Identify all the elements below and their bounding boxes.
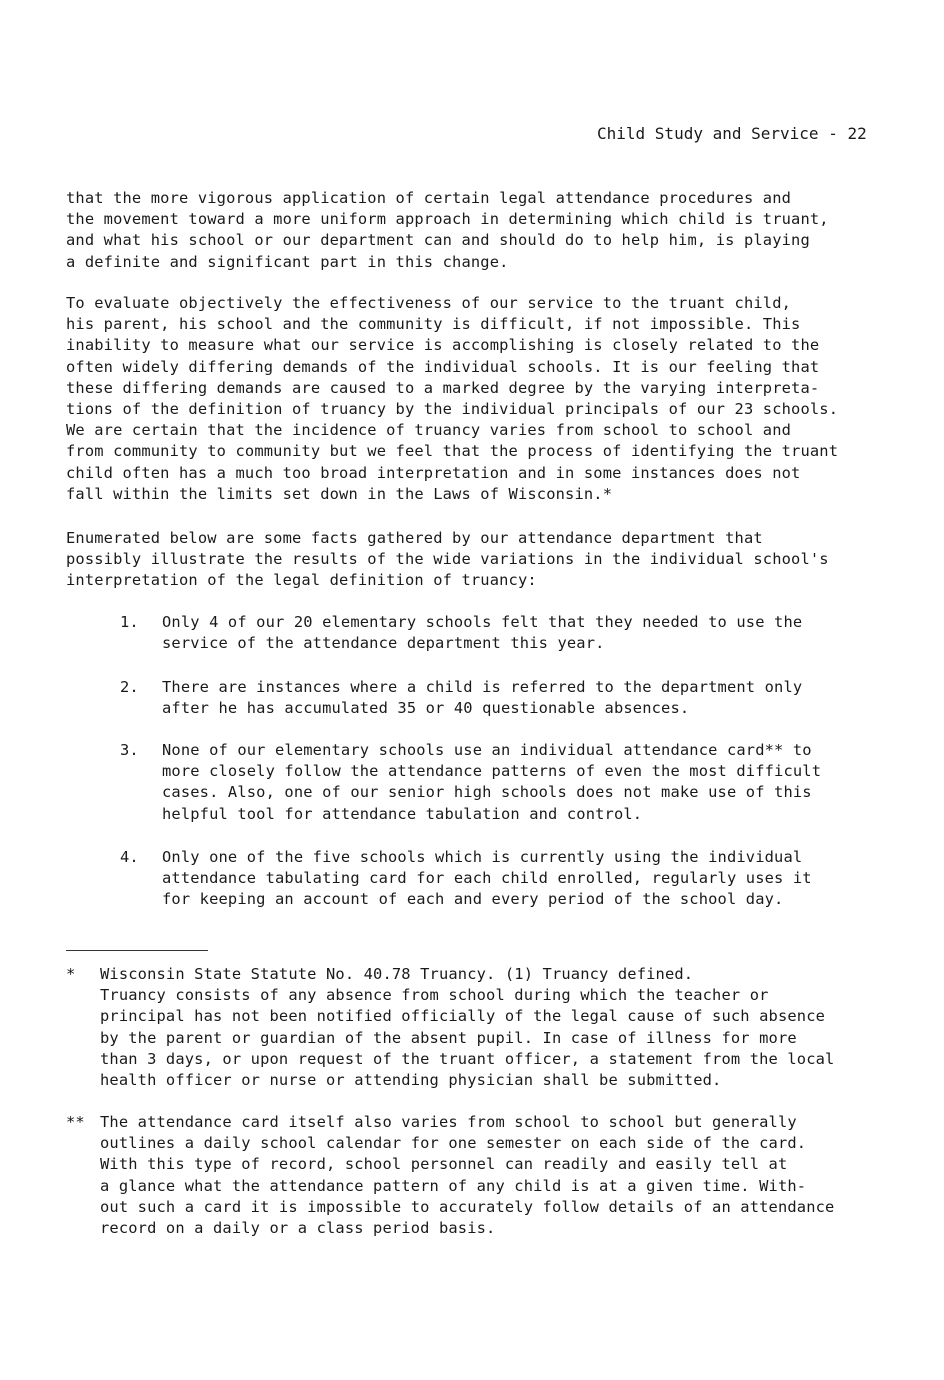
footnote-mark: * <box>66 965 76 983</box>
text-line: more closely follow the attendance patterns of even the most difficult <box>162 762 822 781</box>
text-line: None of our elementary schools use an individual attendance card** to <box>162 741 812 759</box>
text-line: With this type of record, school personnel can readily and easily tell at <box>100 1155 788 1174</box>
text-line: than 3 days, or upon request of the truant officer, a statement from the local <box>100 1049 835 1068</box>
text-line: Enumerated below are some facts gathered by our attendance department that <box>66 529 763 547</box>
text-line: The attendance card itself also varies from school to school but generally <box>100 1113 797 1131</box>
text-line: from community to community but we feel that the process of identifying the truant <box>66 442 839 461</box>
list-item-text <box>162 612 802 654</box>
text-line: helpful tool for attendance tabulation and control. <box>162 804 643 823</box>
text-line: out such a card it is impossible to accurately follow details of an attendance <box>100 1197 835 1216</box>
paragraph-1 <box>66 188 829 273</box>
footnote-mark: ** <box>66 1113 85 1131</box>
text-line: by the parent or guardian of the absent pupil. In case of illness for more <box>100 1028 797 1047</box>
list-item-text <box>162 677 802 719</box>
text-line: inability to measure what our service is accomplishing is closely related to the <box>66 336 820 355</box>
text-line: Truancy consists of any absence from school during which the teacher or <box>100 986 769 1005</box>
text-line: child often has a much too broad interpretation and in some instances does not <box>66 463 801 482</box>
text-line: Only 4 of our 20 elementary schools felt that they needed to use the <box>162 613 803 631</box>
text-line: often widely differing demands of the individual schools. It is our feeling that <box>66 357 820 376</box>
list-number: 4. <box>120 848 139 866</box>
text-line: tions of the definition of truancy by the individual principals of our 23 schools. <box>66 400 839 419</box>
text-line: health officer or nurse or attending physician shall be submitted. <box>100 1071 722 1090</box>
text-line: attendance tabulating card for each child enrolled, regularly uses it <box>162 869 812 888</box>
list-number: 2. <box>120 678 139 696</box>
text-line: service of the attendance department this year. <box>162 634 605 653</box>
text-line: principal has not been notified officially of the legal cause of such absence <box>100 1007 826 1026</box>
text-line: There are instances where a child is referred to the department only <box>162 678 803 696</box>
paragraph-2 <box>66 293 838 505</box>
text-line: for keeping an account of each and every period of the school day. <box>162 890 784 909</box>
text-line: interpretation of the legal definition of truancy: <box>66 571 537 590</box>
text-line: a definite and significant part in this change. <box>66 252 509 271</box>
text-line: possibly illustrate the results of the wide variations in the individual school's <box>66 550 829 569</box>
footnote-text <box>100 1112 834 1239</box>
text-line: his parent, his school and the community is difficult, if not impossible. This <box>66 315 801 334</box>
text-line: that the more vigorous application of certain legal attendance procedures and <box>66 189 792 207</box>
text-line: record on a daily or a class period basis. <box>100 1219 496 1238</box>
list-number: 1. <box>120 613 139 631</box>
text-line: We are certain that the incidence of truancy varies from school to school and <box>66 421 792 440</box>
list-item-text <box>162 740 821 825</box>
text-line: To evaluate objectively the effectiveness of our service to the truant child, <box>66 294 792 312</box>
list-number: 3. <box>120 741 139 759</box>
page-header: Child Study and Service - 22 <box>597 124 867 143</box>
text-line: Only one of the five schools which is currently using the individual <box>162 848 803 866</box>
list-item-text <box>162 847 812 911</box>
text-line: Wisconsin State Statute No. 40.78 Truancy. (1) Truancy defined. <box>100 965 694 983</box>
footnote-divider <box>66 950 208 951</box>
text-line: these differing demands are caused to a marked degree by the varying interpreta- <box>66 378 820 397</box>
footnote-text <box>100 964 834 1091</box>
text-line: the movement toward a more uniform approach in determining which child is truant, <box>66 210 829 229</box>
text-line: a glance what the attendance pattern of any child is at a given time. With- <box>100 1176 807 1195</box>
text-line: outlines a daily school calendar for one semester on each side of the card. <box>100 1134 807 1153</box>
text-line: cases. Also, one of our senior high schools does not make use of this <box>162 783 812 802</box>
paragraph-3 <box>66 528 829 592</box>
text-line: fall within the limits set down in the Laws of Wisconsin.* <box>66 484 613 503</box>
text-line: after he has accumulated 35 or 40 questionable absences. <box>162 699 690 718</box>
text-line: and what his school or our department can and should do to help him, is playing <box>66 231 810 250</box>
